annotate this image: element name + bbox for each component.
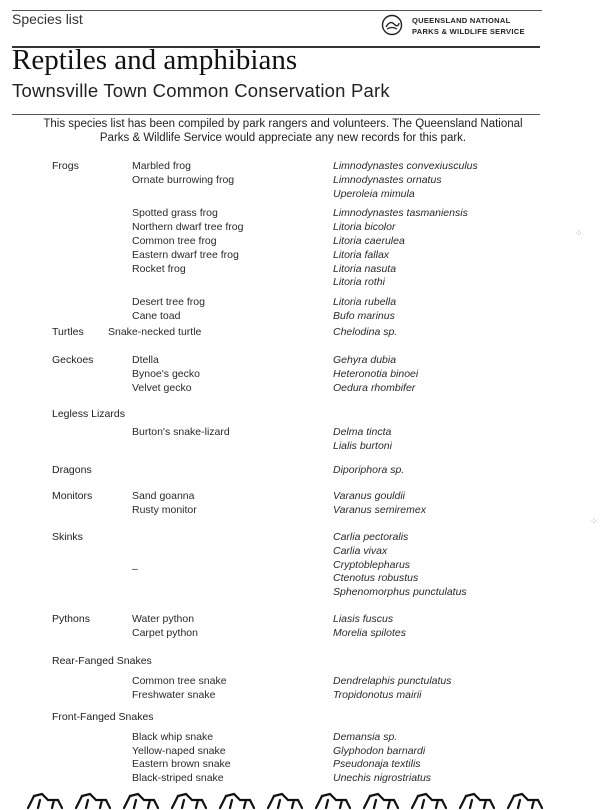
species-scientific-name: Litoria rubella — [333, 296, 397, 309]
species-common-name: Spotted grass frog — [132, 207, 218, 220]
species-scientific-name: Uperoleia mimula — [333, 187, 415, 200]
species-scientific-name: Limnodynastes tasmaniensis — [333, 207, 468, 220]
species-scientific-name: Chelodina sp. — [333, 326, 398, 338]
species-common-name: Yellow-naped snake — [132, 744, 226, 757]
group-label: Turtles — [52, 326, 84, 338]
species-common-name: Black-striped snake — [132, 772, 224, 785]
stylised-animal-frieze-icon — [22, 790, 582, 810]
species-common-name: Desert tree frog — [132, 296, 205, 309]
page-subtitle: Townsville Town Common Conservation Park — [12, 80, 390, 101]
species-scientific-name: Varanus gouldii — [333, 490, 405, 502]
species-scientific-name: Litoria fallax — [333, 248, 390, 261]
species-scientific-name: Litoria bicolor — [333, 221, 396, 234]
frieze-animal-icon — [364, 794, 398, 808]
species-scientific-name: Carlia pectoralis — [333, 531, 409, 543]
agency-name-line2: PARKS & WILDLIFE SERVICE — [412, 27, 525, 36]
group-label: Skinks — [52, 531, 83, 543]
frieze-animal-icon — [220, 794, 254, 808]
species-scientific-name: Dendrelaphis punctulatus — [333, 674, 452, 687]
frieze-animal-icon — [460, 794, 494, 808]
species-scientific-name: Cryptoblepharus — [333, 558, 411, 571]
species-scientific-name: Gehyra dubia — [333, 354, 397, 366]
species-scientific-name: Varanus semiremex — [333, 503, 426, 516]
frieze-animal-icon — [28, 794, 62, 808]
scan-speck: ⁘ — [575, 228, 583, 238]
species-scientific-name: Oedura rhombifer — [333, 381, 416, 394]
species-common-name: Eastern brown snake — [132, 758, 231, 771]
species-scientific-name: Bufo marinus — [333, 310, 395, 322]
frieze-animal-icon — [316, 794, 350, 808]
species-scientific-name: Morelia spilotes — [333, 626, 406, 639]
species-common-name: Burton's snake-lizard — [132, 425, 230, 438]
species-common-name: Freshwater snake — [132, 688, 216, 701]
species-scientific-name: Sphenomorphus punctulatus — [333, 586, 467, 599]
species-common-name: Velvet gecko — [132, 381, 192, 394]
species-scientific-name: Diporiphora sp. — [333, 464, 405, 476]
species-scientific-name: Glyphodon barnardi — [333, 744, 426, 757]
group-label: Legless Lizards — [52, 408, 125, 420]
species-scientific-name: Tropidonotus mairii — [333, 688, 422, 701]
species-common-name: Common tree frog — [132, 235, 217, 247]
frieze-animal-icon — [508, 794, 542, 808]
species-scientific-name: Pseudonaja textilis — [333, 758, 421, 771]
species-scientific-name: Litoria caerulea — [333, 235, 405, 247]
species-scientific-name: Ctenotus robustus — [333, 572, 419, 585]
species-scientific-name: Litoria nasuta — [333, 262, 397, 275]
species-scientific-name: Carlia vivax — [333, 544, 388, 557]
species-common-name: Water python — [132, 613, 195, 625]
species-common-name: Black whip snake — [132, 730, 214, 743]
species-common-name: Eastern dwarf tree frog — [132, 248, 239, 261]
group-label: Pythons — [52, 613, 90, 625]
species-common-name: Snake-necked turtle — [108, 326, 202, 338]
species-scientific-name: Unechis nigrostriatus — [333, 772, 432, 785]
frieze-animal-icon — [124, 794, 158, 808]
section-label: Species list — [12, 11, 83, 27]
agency-name-line1: QUEENSLAND NATIONAL — [412, 16, 511, 25]
group-label: Frogs — [52, 160, 79, 172]
species-common-name: Sand goanna — [132, 490, 195, 502]
frieze-animal-icon — [172, 794, 206, 808]
species-common-name: Rusty monitor — [132, 503, 197, 516]
scan-speck: ⁘ — [590, 516, 598, 526]
group-label: Front-Fanged Snakes — [52, 711, 154, 723]
frieze-animal-icon — [76, 794, 110, 808]
species-common-name: Carpet python — [132, 626, 198, 639]
species-common-name: Bynoe's gecko — [132, 367, 200, 380]
species-common-name: Marbled frog — [132, 160, 191, 172]
group-label: Monitors — [52, 490, 93, 502]
species-scientific-name: Liasis fuscus — [333, 613, 394, 625]
intro-paragraph: This species list has been compiled by park rangers and volunteers. The Queensland National Parks & Wildlife Service would appreciate any new records for this park. — [43, 118, 523, 144]
species-common-name: Dtella — [132, 354, 159, 366]
frieze-animal-icon — [268, 794, 302, 808]
species-scientific-name: Heteronotia binoei — [333, 367, 419, 380]
species-common-name: Cane toad — [132, 310, 181, 322]
species-scientific-name: Limnodynastes convexiusculus — [333, 160, 478, 172]
page-title: Reptiles and amphibians — [12, 44, 298, 76]
species-scientific-name: Limnodynastes ornatus — [333, 173, 442, 186]
frieze-animal-icon — [412, 794, 446, 808]
species-scientific-name: Lialis burtoni — [333, 439, 392, 452]
species-common-name: Common tree snake — [132, 674, 227, 687]
species-common-name: Ornate burrowing frog — [132, 173, 235, 186]
group-label: Dragons — [52, 464, 92, 476]
group-label: Geckoes — [52, 354, 94, 366]
species-scientific-name: Demansia sp. — [333, 730, 398, 743]
species-common-name: Rocket frog — [132, 262, 186, 275]
species-scientific-name: Litoria rothi — [333, 276, 385, 289]
group-label: Rear-Fanged Snakes — [52, 655, 152, 667]
species-scientific-name: Delma tincta — [333, 425, 392, 438]
species-common-name: – — [132, 562, 138, 575]
species-common-name: Northern dwarf tree frog — [132, 221, 244, 234]
